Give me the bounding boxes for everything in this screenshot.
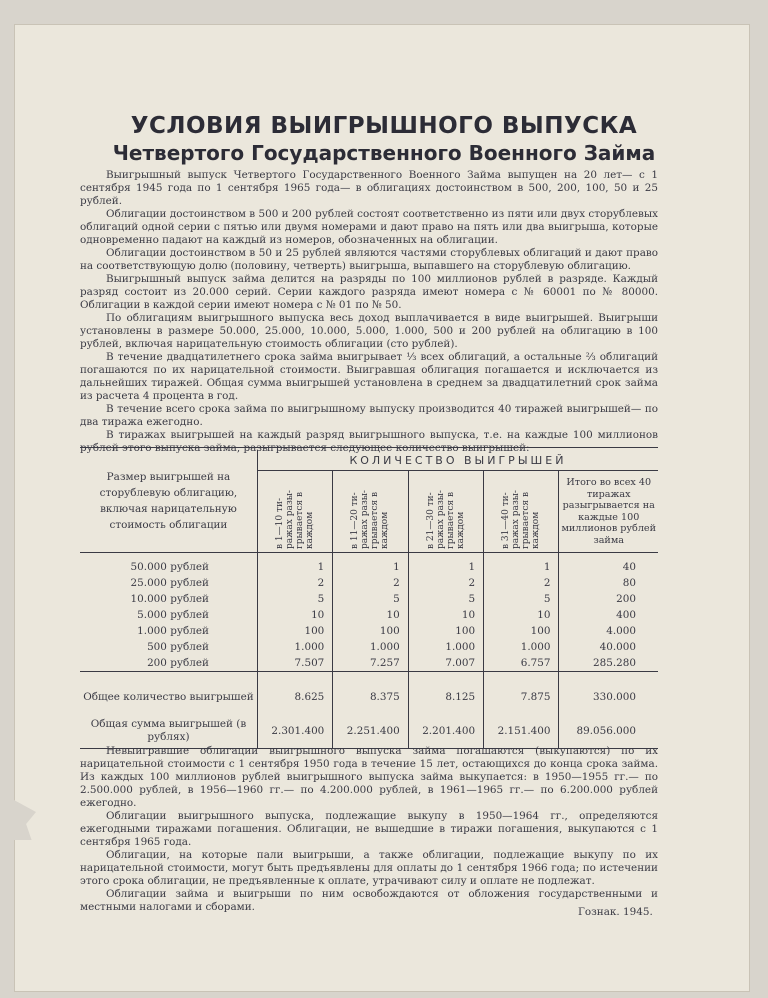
table-cell: 2 [333, 575, 408, 591]
row-label: Общая сумма выигрышей (в рублях) [80, 714, 257, 749]
table-row [80, 575, 658, 591]
closing-text [80, 745, 658, 914]
table-cell: 2.151.400 [484, 714, 559, 749]
row-label: 1.000 рублей [80, 623, 257, 639]
table-cell: 7.875 [484, 680, 559, 714]
total-column-header: Итого во всех 40 тиражах разыгрывается на каждые 100 миллионов рублей займа [561, 477, 657, 546]
paragraph: Облигации займа и выигрыши по ним освобождаются от обложения государственными и местными налогами и сборами. [80, 888, 658, 913]
table-cell: 1.000 [408, 639, 483, 655]
paragraph: Невыигравшие облигации выигрышного выпуска займа погашаются (выкупаются) по их нарицательной стоимости с 1 сентября 1950 года в течение 15 лет, остающихся до конца срока займа. Из каждых 100 миллионов рублей выигрышного выпуска займа выкупается: в 1950—1955 гг.— по 2.500.000 рублей, в 1956—1960 гг.— по 4.200.000 рублей, в 1961—1965 гг.— по 6.200.000 рублей ежегодно. [80, 745, 658, 809]
row-label: 500 рублей [80, 639, 257, 655]
summary-row [80, 714, 658, 749]
paragraph: Облигации достоинством в 500 и 200 рублей состоят соответственно из пяти или двух сторублевых облигаций одной серии с пятью или двумя номерами и дают право на пять или два выигрыша, которые одновременно падают на каждый из номеров, обозначенных на облигации. [80, 208, 658, 246]
table-cell: 89.056.000 [576, 725, 636, 737]
table-row [80, 655, 658, 672]
table-cell: 8.375 [333, 680, 408, 714]
row-label: 10.000 рублей [80, 591, 257, 607]
document-title: УСЛОВИЯ ВЫИГРЫШНОГО ВЫПУСКА [130, 113, 638, 139]
table-cell: 400 [616, 609, 636, 621]
table-cell: 5 [257, 591, 332, 607]
paragraph: Выигрышный выпуск Четвертого Государственного Военного Займа выпущен на 20 лет— с 1 сентября 1945 года по 1 сентября 1965 года— в облигациях достоинством в 500, 200, 100, 50 и 25 рублей. [80, 169, 658, 207]
table-cell: 2.251.400 [333, 714, 408, 749]
table-cell: 10 [484, 607, 559, 623]
table-cell: 7.507 [257, 655, 332, 672]
table-cell: 2 [408, 575, 483, 591]
table-cell: 10 [257, 607, 332, 623]
table-cell: 4.000 [606, 625, 636, 637]
table-row [80, 591, 658, 607]
paragraph: Облигации достоинством в 50 и 25 рублей являются частями сторублевых облигаций и дают право на соответствующую долю (половину, четверть) выигрыша, выпавшего на сторублевую облигацию. [80, 247, 658, 272]
table-cell: 80 [622, 577, 636, 589]
table-cell: 2.301.400 [257, 714, 332, 749]
table-row [80, 607, 658, 623]
table-cell: 40 [622, 561, 636, 573]
table-cell: 100 [408, 623, 483, 639]
table-cell: 1.000 [484, 639, 559, 655]
table-cell: 2.201.400 [408, 714, 483, 749]
table-cell: 1.000 [333, 639, 408, 655]
intro-text [80, 169, 658, 455]
document-subtitle: Четвертого Государственного Военного Займа [112, 141, 656, 165]
table-cell: 6.757 [484, 655, 559, 672]
row-label: 200 рублей [80, 655, 257, 672]
table-cell: 100 [333, 623, 408, 639]
paragraph: В течение двадцатилетнего срока займа выигрывает ⅓ всех облигаций, а остальные ⅔ облигаций погашаются по их нарицательной стоимости. Выигравшая облигация погашается и исключается из дальнейших тиражей. Общая сумма выигрышей установлена в среднем за двадцатилетний срок займа из расчета 4 процента в год. [80, 351, 658, 402]
table-row [80, 559, 658, 575]
table-cell: 1 [257, 559, 332, 575]
column-header: в 11—20 ти-ражах разы-грывается в каждом [333, 471, 408, 553]
table-cell: 1 [333, 559, 408, 575]
table-cell: 285.280 [593, 657, 636, 669]
table-row [80, 623, 658, 639]
row-label: 25.000 рублей [80, 575, 257, 591]
table-cell: 7.257 [333, 655, 408, 672]
table-row [80, 639, 658, 655]
table-cell: 1 [484, 559, 559, 575]
summary-row [80, 680, 658, 714]
column-header: в 31—40 ти-ражах разы-грывается в каждом [484, 471, 559, 553]
table-cell: 330.000 [593, 691, 636, 703]
table-cell: 10 [333, 607, 408, 623]
table-cell: 2 [484, 575, 559, 591]
table-cell: 40.000 [599, 641, 636, 653]
column-header: в 1—10 ти-ражах разы-грывается в каждом [257, 471, 332, 553]
row-label: 50.000 рублей [80, 559, 257, 575]
paragraph: По облигациям выигрышного выпуска весь доход выплачивается в виде выигрышей. Выигрыши установлены в размере 50.000, 25.000, 10.000, 5.000, 1.000, 500 и 200 рублей на облигацию в 100 рублей, включая нарицательную стоимость облигации (сто рублей). [80, 312, 658, 350]
paragraph: Облигации, на которые пали выигрыши, а также облигации, подлежащие выкупу по их нарицательной стоимости, могут быть предъявлены для оплаты до 1 сентября 1966 года; по истечении этого срока облигации, не предъявленные к оплате, утрачивают силу и оплате не подлежат. [80, 849, 658, 887]
table-cell: 5 [484, 591, 559, 607]
table-cell: 100 [484, 623, 559, 639]
table-cell: 5 [408, 591, 483, 607]
row-label: 5.000 рублей [80, 607, 257, 623]
row-header: Размер выигрышей на сторублевую облигацию, включая нарицательную стоимость облигации [80, 450, 257, 553]
table-cell: 1 [408, 559, 483, 575]
table-cell: 7.007 [408, 655, 483, 672]
paragraph: Облигации выигрышного выпуска, подлежащие выкупу в 1950—1964 гг., определяются ежегодными тиражами погашения. Облигации, не вышедшие в тиражи погашения, выкупаются с 1 сентября 1965 года. [80, 810, 658, 848]
paragraph: В течение всего срока займа по выигрышному выпуску производится 40 тиражей выигрышей— по два тиража ежегодно. [80, 403, 658, 428]
paragraph: Выигрышный выпуск займа делится на разряды по 100 миллионов рублей в разряде. Каждый разряд состоит из 20.000 серий. Серии каждого разряда имеют номера с № 60001 по № 80000. Облигации в каждой серии имеют номера с № 01 по № 50. [80, 273, 658, 311]
table-cell: 1.000 [257, 639, 332, 655]
table-cell: 8.625 [257, 680, 332, 714]
table-cell: 100 [257, 623, 332, 639]
paragraph: В тиражах выигрышей на каждый разряд выигрышного выпуска, т.е. на каждые 100 миллионов рублей этого выпуска займа, разыгрывается следующее количество выигрышей: [80, 429, 658, 454]
column-header: в 21—30 ти-ражах разы-грывается в каждом [408, 471, 483, 553]
group-header: КОЛИЧЕСТВО ВЫИГРЫШЕЙ [257, 450, 658, 471]
table-cell: 8.125 [408, 680, 483, 714]
imprint: Гознак. 1945. [578, 906, 653, 918]
table-cell: 10 [408, 607, 483, 623]
row-label: Общее количество выигрышей [80, 680, 257, 714]
table-cell: 2 [257, 575, 332, 591]
table-cell: 5 [333, 591, 408, 607]
prize-table [80, 447, 658, 751]
table-cell: 200 [616, 593, 636, 605]
